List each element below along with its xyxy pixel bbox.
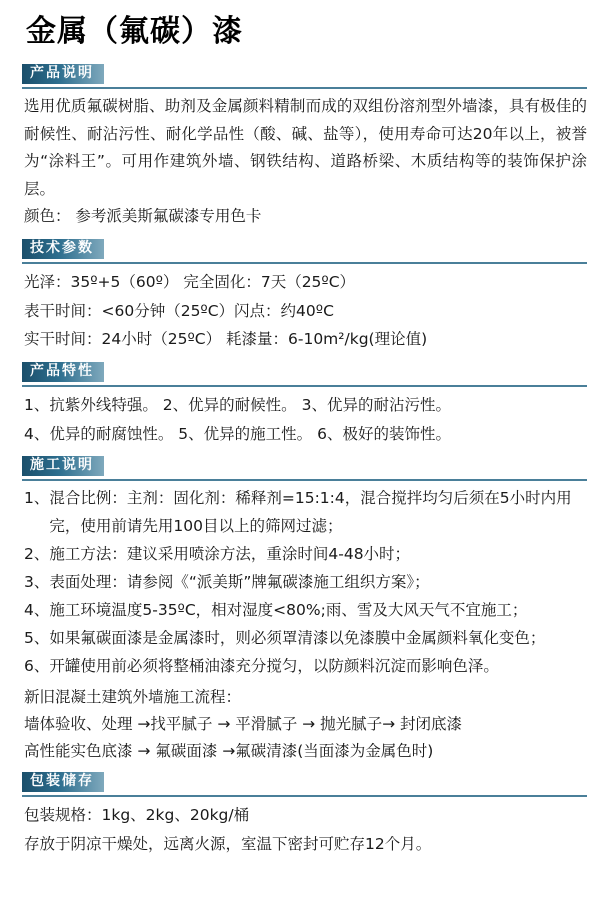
list-item-number: 5、 xyxy=(24,628,50,647)
application-instructions-body xyxy=(0,485,609,764)
param-line: 光泽：35º+5（60º） 完全固化：7天（25ºC） xyxy=(24,272,356,291)
flow-line: 墙体验收、处理 →找平腻子 → 平滑腻子 → 抛光腻子→ 封闭底漆 xyxy=(24,715,463,734)
list-item-text: 开罐使用前必须将整桶油漆充分搅匀，以防颜料沉淀而影响色泽。 xyxy=(49,656,499,675)
list-item-text: 施工环境温度5-35ºC，相对湿度<80%;雨、雪及大风天气不宜施工； xyxy=(49,600,528,619)
list-item xyxy=(24,625,589,653)
list-item xyxy=(24,541,589,569)
page-title: 金属（氟碳）漆 xyxy=(26,14,243,49)
section-divider xyxy=(22,479,587,481)
section-tag-label: 产品特性 xyxy=(22,362,104,382)
section-divider xyxy=(22,385,587,387)
section-heading-packaging-storage xyxy=(22,770,609,791)
list-item-text: 表面处理：请参阅《“派美斯”牌氟碳漆施工组织方案》； xyxy=(49,572,430,591)
list-item-number: 3、 xyxy=(24,572,50,591)
flow-title: 新旧混凝土建筑外墙施工流程： xyxy=(24,688,242,707)
flow-line: 高性能实色底漆 → 氟碳面漆 →氟碳清漆(当面漆为金属色时) xyxy=(24,741,434,760)
storage-line: 存放于阴凉干燥处，远离火源，室温下密封可贮存12个月。 xyxy=(24,835,432,854)
list-item-number: 1、 xyxy=(24,489,50,508)
section-heading-application-instructions xyxy=(22,454,609,475)
section-heading-product-description xyxy=(22,62,609,83)
list-item xyxy=(24,597,589,625)
section-tag-label: 施工说明 xyxy=(22,456,104,476)
list-item-text: 混合比例：主剂：固化剂：稀释剂=15:1:4，混合搅拌均匀后须在5小时内用完，使用前请先用100目以上的筛网过滤； xyxy=(49,489,572,536)
feature-line: 1、抗紫外线特强。 2、优异的耐候性。 3、优异的耐沾污性。 xyxy=(24,395,451,414)
section-tag-label: 包装储存 xyxy=(22,772,104,792)
list-item-number: 4、 xyxy=(24,600,50,619)
list-item-number: 6、 xyxy=(24,656,50,675)
section-divider xyxy=(22,795,587,797)
list-item xyxy=(24,485,589,541)
paragraph: 选用优质氟碳树脂、助剂及金属颜料精制而成的双组份溶剂型外墙漆，具有极佳的耐候性、耐沾污性、耐化学品性（酸、碱、盐等），使用寿命可达20年以上，被誉为“涂料王”。可用作建筑外墙、钢铁结构、道路桥梁、木质结构等的装饰保护涂层。 xyxy=(24,97,587,198)
product-features-body xyxy=(24,391,587,448)
technical-parameters-body xyxy=(24,268,587,354)
param-line: 实干时间：24小时（25ºC） 耗漆量：6-10m²/kg(理论值) xyxy=(24,330,428,349)
packaging-line: 包装规格：1kg、2kg、20kg/桶 xyxy=(24,806,250,825)
list-item-text: 施工方法：建议采用喷涂方法，重涂时间4-48小时； xyxy=(49,545,411,564)
section-tag-label: 产品说明 xyxy=(22,64,104,84)
product-description-body xyxy=(24,93,587,231)
list-item-text: 如果氟碳面漆是金属漆时，则必须罩清漆以免漆膜中金属颜料氧化变色； xyxy=(49,628,546,647)
section-tag-label: 技术参数 xyxy=(22,239,104,259)
packaging-storage-body xyxy=(24,801,587,858)
section-divider xyxy=(22,262,587,264)
section-heading-technical-parameters xyxy=(22,237,609,258)
section-divider xyxy=(22,87,587,89)
feature-line: 4、优异的耐腐蚀性。 5、优异的施工性。 6、极好的装饰性。 xyxy=(24,424,451,443)
list-item xyxy=(24,653,589,681)
section-heading-product-features xyxy=(22,360,609,381)
list-item xyxy=(24,569,589,597)
list-item-number: 2、 xyxy=(24,545,50,564)
param-line: 表干时间：<60分钟（25ºC）闪点：约40ºC xyxy=(24,301,334,320)
paragraph-color: 颜色： 参考派美斯氟碳漆专用色卡 xyxy=(24,207,262,226)
